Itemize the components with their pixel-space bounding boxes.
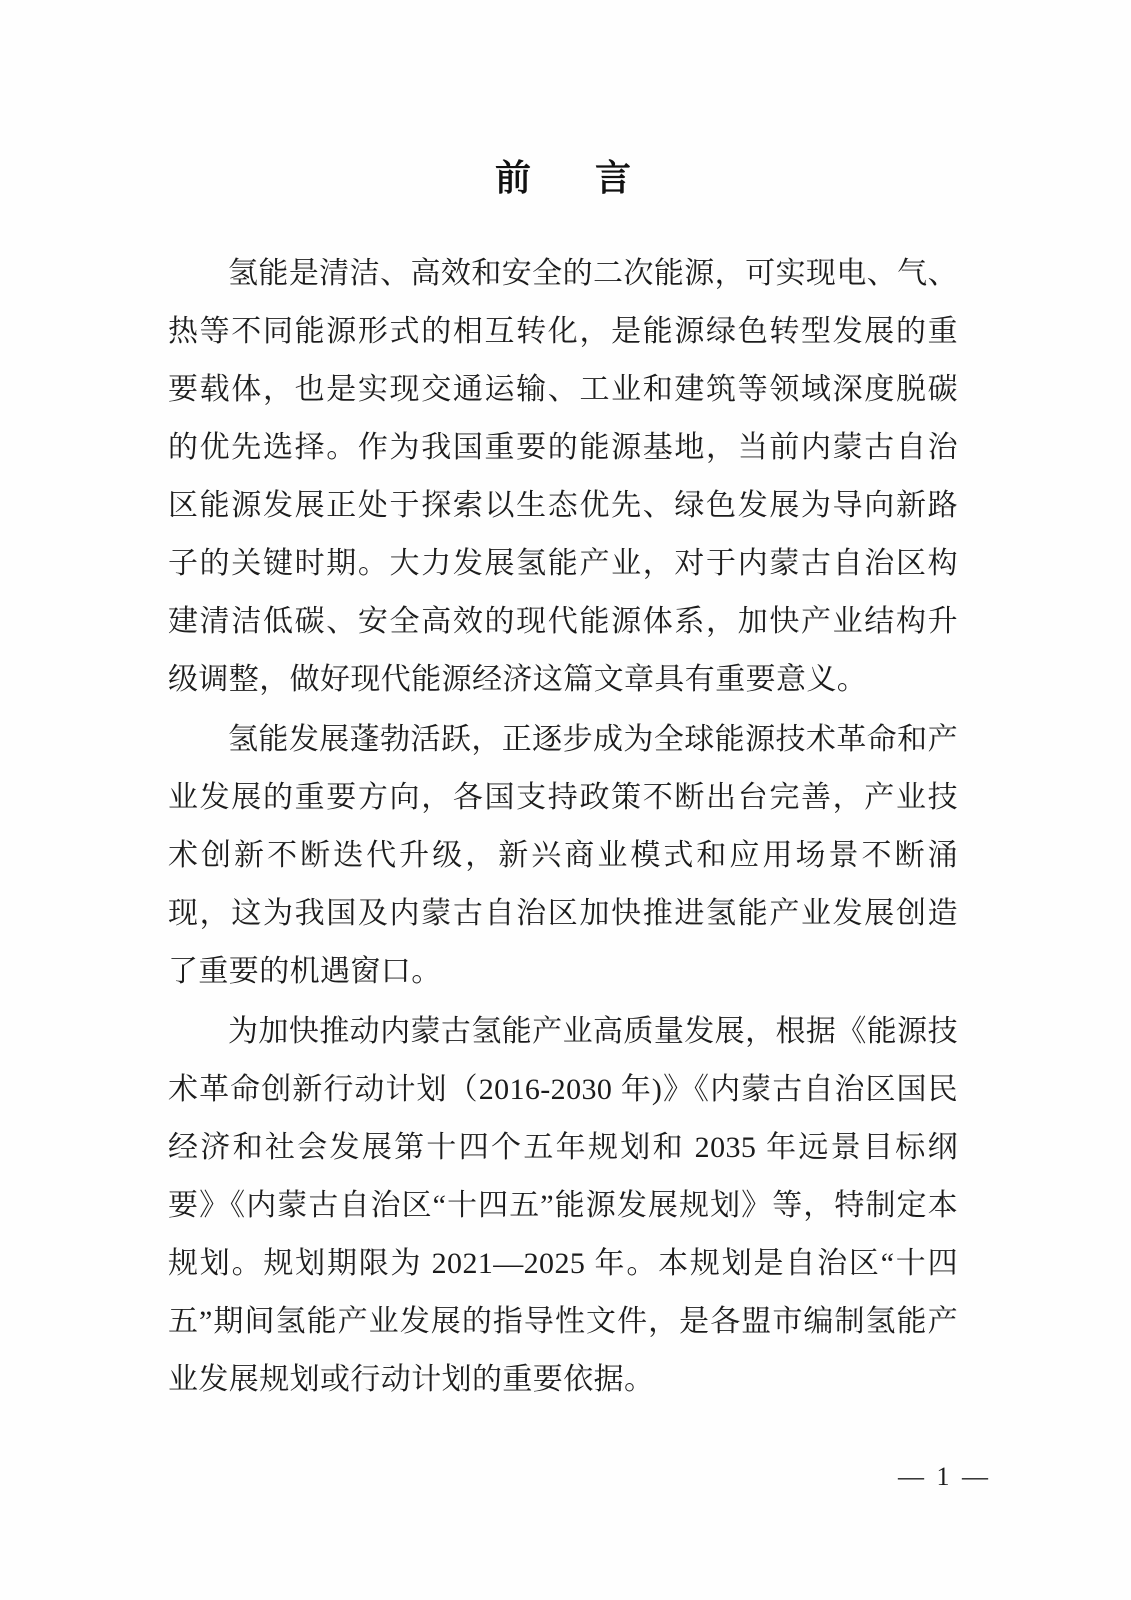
body-paragraph: 为加快推动内蒙古氢能产业高质量发展，根据《能源技术革命创新行动计划（2016-2030 年)》《内蒙古自治区国民经济和社会发展第十四个五年规划和 2035 年远景目标纲要》《内蒙古自治区“十四五”能源发展规划》等，特制定本规划。规划期限为 2021—2025 年。本规划是自治区“十四五”期间氢能产业发展的指导性文件，是各盟市编制氢能产业发展规划或行动计划的重要依据。 — [168, 1015, 958, 1396]
page-number: — 1 — — [898, 1462, 991, 1491]
page-content — [168, 150, 958, 1411]
body-paragraph: 氢能是清洁、高效和安全的二次能源，可实现电、气、热等不同能源形式的相互转化，是能源绿色转型发展的重要载体，也是实现交通运输、工业和建筑等领域深度脱碳的优先选择。作为我国重要的能源基地，当前内蒙古自治区能源发展正处于探索以生态优先、绿色发展为导向新路子的关键时期。大力发展氢能产业，对于内蒙古自治区构建清洁低碳、安全高效的现代能源体系，加快产业结构升级调整，做好现代能源经济这篇文章具有重要意义。 — [168, 257, 958, 696]
body-paragraph: 氢能发展蓬勃活跃，正逐步成为全球能源技术革命和产业发展的重要方向，各国支持政策不断出台完善，产业技术创新不断迭代升级，新兴商业模式和应用场景不断涌现，这为我国及内蒙古自治区加快推进氢能产业发展创造了重要的机遇窗口。 — [168, 723, 958, 988]
page-title: 前 言 — [494, 158, 645, 198]
